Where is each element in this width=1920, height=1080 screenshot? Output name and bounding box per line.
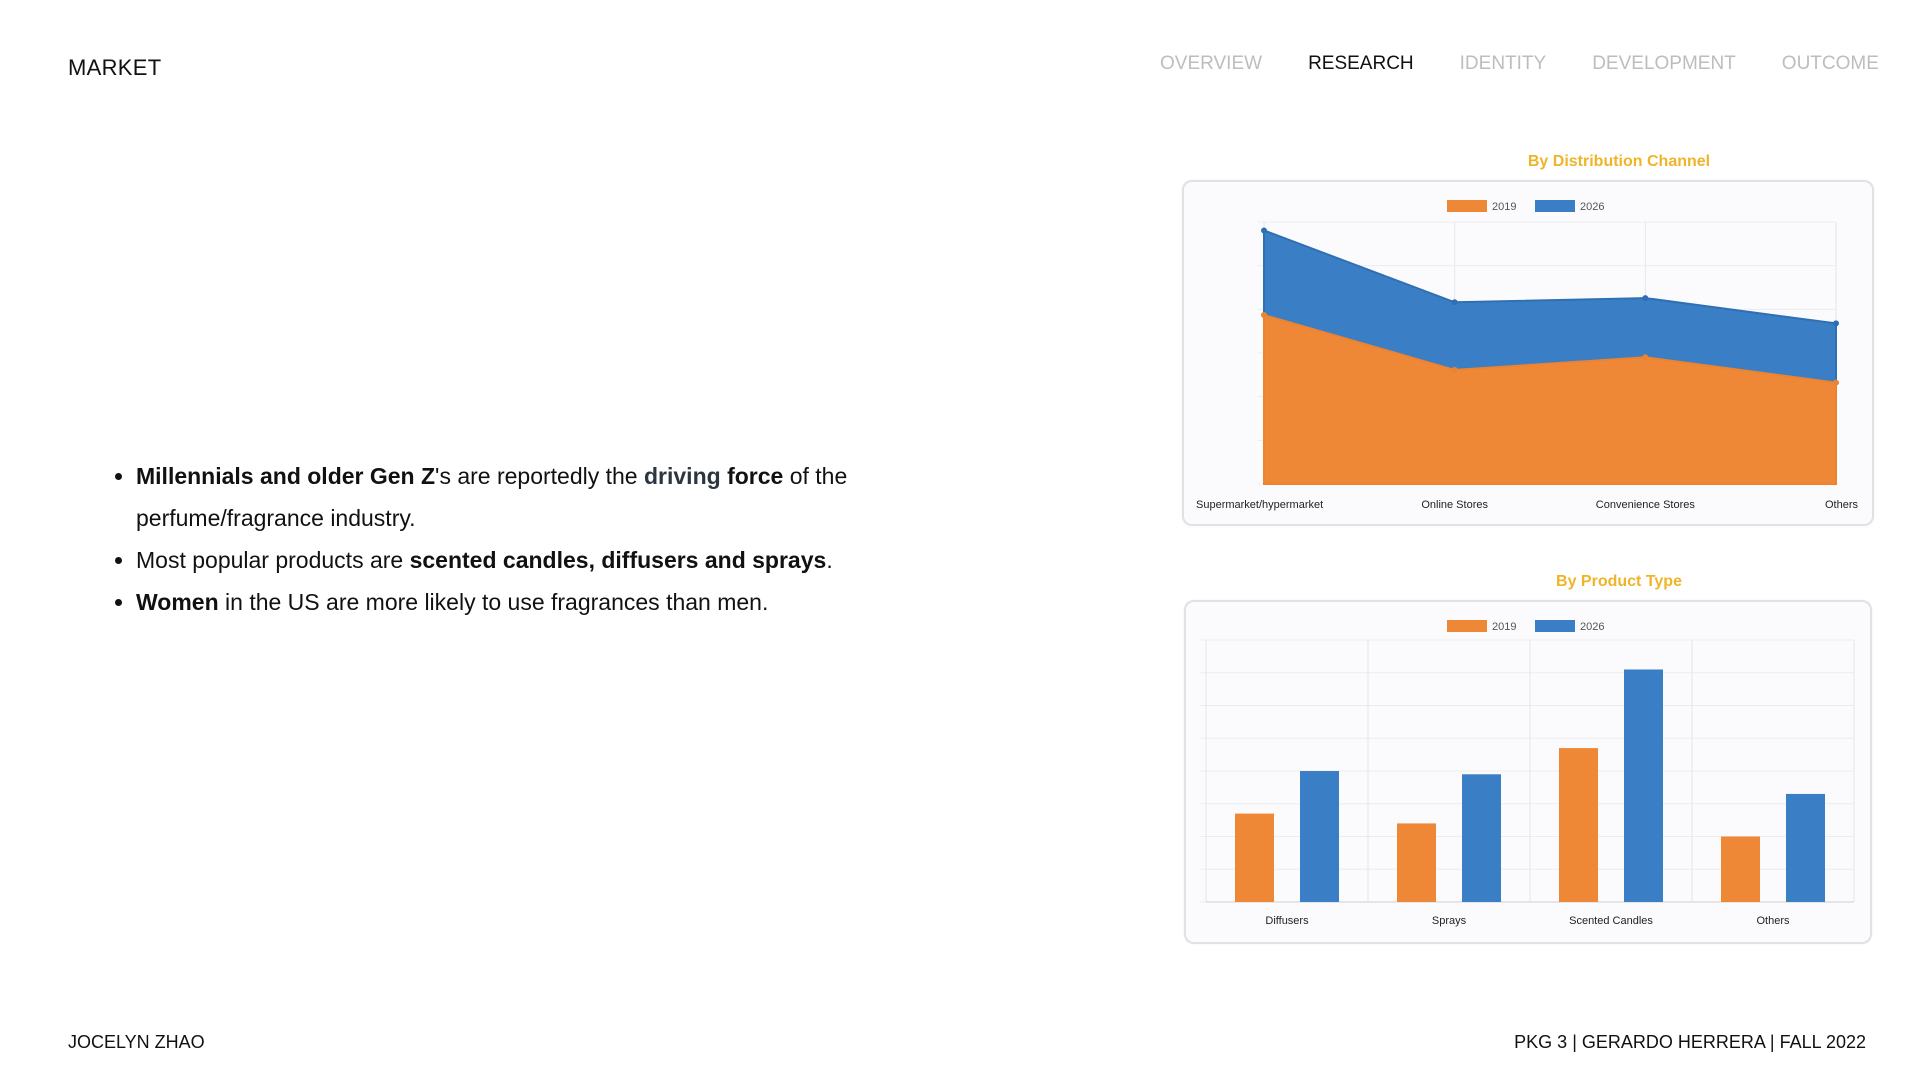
legend-swatch-2019 [1447,200,1487,212]
data-point-2026 [1452,299,1458,305]
bar-2019 [1235,814,1274,902]
bar-2019 [1721,837,1760,903]
bullet-text: . [826,547,833,573]
chart-title-distribution: By Distribution Channel [1527,153,1711,170]
bullet-bold-text: Millennials and older Gen Z [136,463,436,489]
x-tick-label: Supermarket/hypermarket [1196,499,1324,511]
legend-label-2019: 2019 [1492,621,1517,633]
nav-identity[interactable]: IDENTITY [1459,53,1547,74]
nav-research[interactable]: RESEARCH [1308,53,1414,74]
legend-swatch-2026 [1535,620,1575,632]
x-tick-label: Scented Candles [1569,915,1653,927]
data-point-2019 [1833,380,1839,386]
bullet-bold-text: Women [136,589,219,615]
section-title: MARKET [68,55,162,80]
footer-author: JOCELYN ZHAO [68,1032,205,1052]
product-chart-card [1184,600,1872,944]
chart-title-product: By Product Type [1556,573,1682,590]
legend-swatch-2019 [1447,620,1487,632]
legend-label-2026: 2026 [1580,201,1605,213]
data-point-2026 [1261,227,1267,233]
bullet-item [136,455,956,539]
distribution-area-chart [1184,182,1872,524]
data-point-2019 [1452,367,1458,373]
x-tick-label: Sprays [1431,915,1467,927]
data-point-2026 [1833,320,1839,326]
nav-overview[interactable]: OVERVIEW [1160,53,1263,74]
x-tick-label: Diffusers [1265,915,1309,927]
bullet-item [136,539,956,581]
product-bar-chart [1186,602,1870,942]
bar-2026 [1300,771,1339,902]
bullet-text: in the US are more likely to use fragrances than men. [218,589,769,615]
bullet-text: Most popular products are [136,547,410,573]
x-tick-label: Online Stores [1421,499,1488,511]
bar-2019 [1397,823,1436,902]
data-point-2026 [1642,295,1648,301]
top-nav [1160,53,1879,75]
bar-2026 [1624,669,1663,902]
legend-label-2019: 2019 [1492,201,1517,213]
bullet-bold-text: scented candles, diffusers and sprays [409,547,827,573]
footer-course: PKG 3 | GERARDO HERRERA | FALL 2022 [1514,1032,1866,1052]
bullet-item [136,581,956,623]
bar-2019 [1559,748,1598,902]
bar-2026 [1786,794,1825,902]
legend-label-2026: 2026 [1580,621,1605,633]
bullet-list [110,455,956,623]
bullet-bold-text: driving [644,463,721,489]
legend-swatch-2026 [1535,200,1575,212]
bullet-bold-text: force [727,463,784,489]
nav-development[interactable]: DEVELOPMENT [1592,53,1736,74]
bullet-text: 's are reportedly the [435,463,644,489]
nav-outcome[interactable]: OUTCOME [1781,53,1879,74]
data-point-2019 [1642,354,1648,360]
distribution-chart-card [1182,180,1874,526]
bullet-text: of the perfume/fragrance industry. [136,463,848,531]
x-tick-label: Others [1756,915,1790,927]
data-point-2019 [1261,312,1267,318]
bar-2026 [1462,774,1501,902]
x-tick-label: Convenience Stores [1595,499,1695,511]
x-tick-label: Others [1824,499,1858,511]
